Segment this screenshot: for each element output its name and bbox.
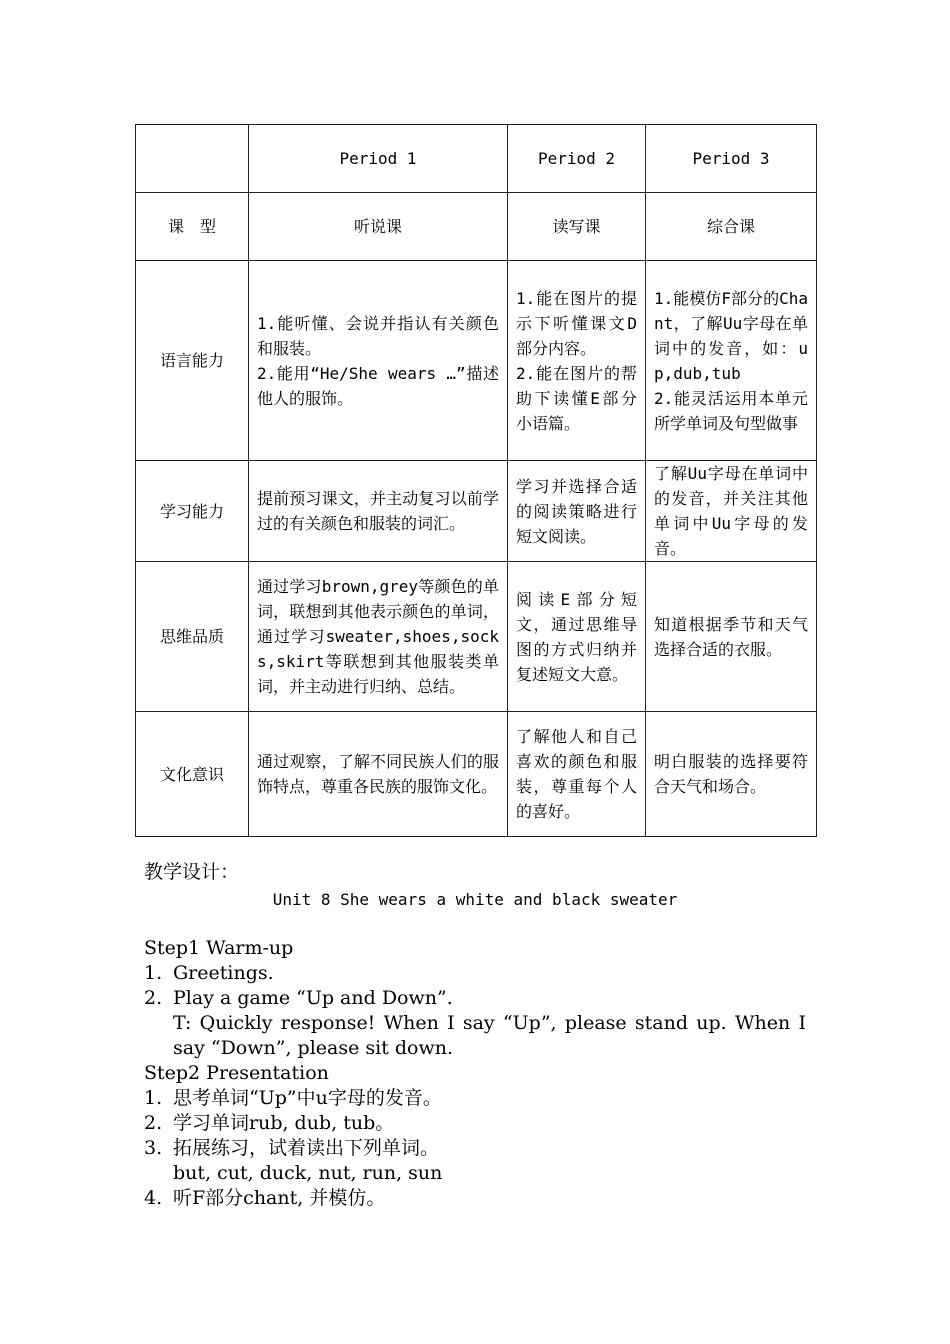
table-cell: 阅读E部分短文，通过思维导图的方式归纳并复述短文大意。 xyxy=(508,562,646,712)
table-row xyxy=(136,562,817,712)
item-number: 3. xyxy=(144,1137,163,1159)
item-text: 听F部分chant, 并模仿。 xyxy=(173,1187,386,1209)
unit-title: Unit 8 She wears a white and black sweater xyxy=(272,890,678,909)
step2-list xyxy=(144,1086,806,1211)
header-corner-cell xyxy=(136,125,249,193)
item-number: 1. xyxy=(144,962,163,984)
row-label-language: 语言能力 xyxy=(136,261,249,461)
table-row xyxy=(136,193,817,261)
table-row xyxy=(136,461,817,562)
table-cell: 了解他人和自己喜欢的颜色和服装，尊重每个人的喜好。 xyxy=(508,712,646,837)
item-text: Play a game “Up and Down”. xyxy=(173,987,453,1009)
table-cell: 1.能在图片的提示下听懂课文D部分内容。 2.能在图片的帮助下读懂E部分小语篇。 xyxy=(508,261,646,461)
item-subtext: T: Quickly response! When I say “Up”, please stand up. When I say “Down”, please sit down. xyxy=(173,1012,806,1059)
list-item xyxy=(144,986,806,1061)
step2-title: Step2 Presentation xyxy=(144,1062,329,1084)
item-number: 2. xyxy=(144,1112,163,1134)
table-cell: 听说课 xyxy=(249,193,508,261)
teaching-design-section xyxy=(144,860,806,1211)
step1-list xyxy=(144,961,806,1061)
row-label-learning: 学习能力 xyxy=(136,461,249,562)
row-label-thinking: 思维品质 xyxy=(136,562,249,712)
row-label-culture: 文化意识 xyxy=(136,712,249,837)
lesson-plan-table xyxy=(135,124,817,837)
table-header-row xyxy=(136,125,817,193)
table-cell: 1.能听懂、会说并指认有关颜色和服装。 2.能用“He/She wears …”描述他人的服饰。 xyxy=(249,261,508,461)
item-text: 思考单词“Up”中u字母的发音。 xyxy=(173,1087,442,1109)
item-number: 2. xyxy=(144,987,163,1009)
header-period-3: Period 3 xyxy=(646,125,817,193)
header-period-1: Period 1 xyxy=(249,125,508,193)
list-item xyxy=(144,961,806,986)
header-period-2: Period 2 xyxy=(508,125,646,193)
item-number: 1. xyxy=(144,1087,163,1109)
step1-title: Step1 Warm-up xyxy=(144,937,294,959)
table-cell: 通过观察，了解不同民族人们的服饰特点，尊重各民族的服饰文化。 xyxy=(249,712,508,837)
row-label-lesson-type: 课 型 xyxy=(136,193,249,261)
table-row xyxy=(136,712,817,837)
table-cell: 学习并选择合适的阅读策略进行短文阅读。 xyxy=(508,461,646,562)
table-cell: 综合课 xyxy=(646,193,817,261)
table-cell: 知道根据季节和天气选择合适的衣服。 xyxy=(646,562,817,712)
list-item xyxy=(144,1111,806,1136)
item-subtext: but, cut, duck, nut, run, sun xyxy=(173,1162,443,1184)
table-cell: 1.能模仿F部分的Chant，了解Uu字母在单词中的发音，如：up,dub,tub 2.能灵活运用本单元所学单词及句型做事 xyxy=(646,261,817,461)
table-cell: 了解Uu字母在单词中的发音，并关注其他单词中Uu字母的发音。 xyxy=(646,461,817,562)
list-item xyxy=(144,1136,806,1186)
item-number: 4. xyxy=(144,1187,163,1209)
table-cell: 明白服装的选择要符合天气和场合。 xyxy=(646,712,817,837)
item-text: 学习单词rub, dub, tub。 xyxy=(173,1112,395,1134)
item-text: Greetings. xyxy=(173,962,274,984)
table-cell: 通过学习brown,grey等颜色的单词，联想到其他表示颜色的单词，通过学习sweater,shoes,socks,skirt等联想到其他服装类单词，并主动进行归纳、总结。 xyxy=(249,562,508,712)
section-label: 教学设计： xyxy=(144,861,240,883)
table-cell: 提前预习课文，并主动复习以前学过的有关颜色和服装的词汇。 xyxy=(249,461,508,562)
table-row xyxy=(136,261,817,461)
list-item xyxy=(144,1186,806,1211)
table-cell: 读写课 xyxy=(508,193,646,261)
list-item xyxy=(144,1086,806,1111)
item-text: 拓展练习，试着读出下列单词。 xyxy=(173,1137,440,1159)
